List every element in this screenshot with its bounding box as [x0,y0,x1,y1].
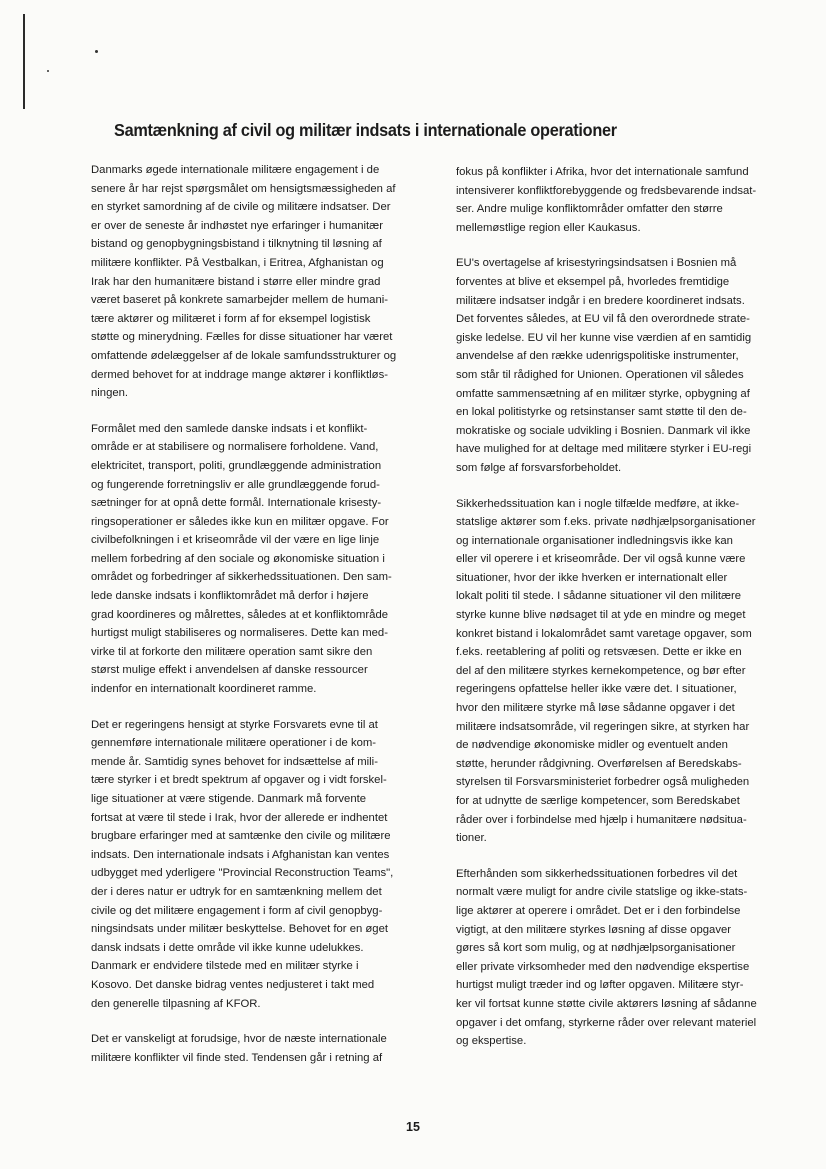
paragraph: Det er regeringens hensigt at styrke Forsvarets evne til at gennemføre internationale militære operationer i de kom- mende år. Samtidig synes behovet for indsættelse af mili- tære styrker i et bredt spektrum af opgaver og i vidt forskel- lige situationer at være stigende. Danmark må forvente fortsat at være til stede i Irak, hvor der allerede er indhentet brugbare erfaringer med at samtænke den civile og militære indsats. Den internationale indsats i Afghanistan kan ventes udbygget med yderligere "Provincial Reconstruction Teams", der i deres natur er udtryk for en samtænkning mellem det civile og det militære engagement i form af civil genopbyg- ningsindsats under militær beskyttelse. Behovet for en øget dansk indsats i dette område vil ikke kunne udelukkes. Danmark er endvidere tilstede med en militær styrke i Kosovo. Det danske bidrag ventes nedjusteret i takt med den generelle tilpasning af KFOR. [91,718,394,1010]
paragraph: EU's overtagelse af krisestyringsindsatsen i Bosnien må forventes at blive et eksempel på, hvorledes fremtidige militære indsatser indgår i en bredere koordineret indsats. Det forventes således, at EU vil få den overordnede strate- giske ledelse. EU vil her kunne vise værdien af en samtidig anvendelse af den række udenrigspolitiske instrumenter, som står til rådighed for Unionen. Operationen vil således omfatte sammensætning af en militær styrke, opbygning af en lokal politistyrke og retsinstanser samt støtte til den de- mokratiske og sociale udvikling i Bosnien. Danmark vil ikke have mulighed for at deltage med militære styrker i EU-regi som følge af forsvarsforbeholdet. [456,257,752,474]
paragraph: Efterhånden som sikkerhedssituationen forbedres vil det normalt være muligt for andre civile statslige og ikke-stats- lige aktører at operere i området. Det er i den forbindelse vigtigt, at den militære styrkes løsning af disse opgaver gøres så kort som mulig, og at nødhjælpsorganisationer eller private virksomheder med den nødvendige ekspertise hurtigst muligt træder ind og løfter opgaven. Militære styr- ker vil fortsat kunne støtte civile aktørers løsning af sådanne opgaver i det omfang, styrkerne råder over relevant materiel og ekspertise. [456,867,757,1048]
scan-margin-mark [23,14,25,109]
paragraph: Danmarks øgede internationale militære engagement i de senere år har rejst spørgsmålet om hensigtsmæssigheden af en styrket samordning af de civile og militære indsatser. Der er over de seneste år indhøstet nye erfaringer i humanitær bistand og genopbygningsbistand i tilknytning til løsning af militære konflikter. På Vestbalkan, i Eritrea, Afghanistan og Irak har den humanitære bistand i større eller mindre grad været baseret på konkrete samarbejder mellem de humani- tære aktører og militæret i form af for eksempel logistisk støtte og minerydning. Fælles for disse situationer har været omfattende ødelæggelser af de lokale samfundsstrukturer og dermed behovet for at inddrage mange aktører i konfliktløs- ningen. [91,164,397,400]
right-column [456,163,776,1068]
paragraph: Sikkerhedssituation kan i nogle tilfælde medføre, at ikke- statslige aktører som f.eks. private nødhjælpsorganisationer og internationale organisationer indledningsvis ikke kan eller vil operere i et kriseområde. Der vil også kunne være situationer, hvor der ikke hverken er internationalt eller lokalt politi til stede. I sådanne situationer vil den militære styrke kunne blive nødsaget til at yde en mindre og meget konkret bistand i lokalområdet samt varetage opgaver, som f.eks. reetablering af politi og retsvæsen. Dette er ikke en del af den militære styrkes kernekompetence, og bør efter regeringens opfattelse heller ikke være det. I situationer, hvor den militære styrke må løse sådanne opgaver i det militære indsatsområde, vil regeringen sikre, at styrken har de nødvendige økonomiske midler og eventuelt anden støtte, herunder rådgivning. Overførelsen af Beredskabs- styrelsen til Forsvarsministeriet forbedrer også muligheden for at udnytte de særlige kompetencer, som Beredskabet råder over i forbindelse med hjælp i humanitære nødsitua- tioner. [456,497,756,845]
article-title: Samtænkning af civil og militær indsats i internationale operationer [114,120,617,140]
paragraph: Formålet med den samlede danske indsats i et konflikt- område er at stabilisere og normalisere forholdene. Vand, elektricitet, transport, politi, grundlæggende administration og fungerende forretningsliv er alle grundlæggende forud- sætninger for at opnå dette formål. Internationale krisesty- ringsoperationer er således ikke kun en militær opgave. For civilbefolkningen i et kriseområde vil der være en lige linje mellem forbedring af den sociale og økonomiske situation i området og forbedringer af sikkerhedssituationen. Den sam- lede danske indsats i konfliktområdet må derfor i højere grad koordineres og målrettes, således at et konfliktområde hurtigst muligt stabiliseres og normaliseres. Dette kan med- virke til at forkorte den militære operation samt sikre den størst mulige effekt i anvendelsen af danske ressourcer indenfor en internationalt koordineret ramme. [91,422,392,696]
page-number: 15 [406,1120,420,1134]
scan-speck [47,70,49,72]
paragraph: Det er vanskeligt at forudsige, hvor de næste internationale militære konflikter vil finde sted. Tendensen går i retning af [91,1033,387,1064]
left-column [91,161,432,1084]
scan-speck [95,50,98,53]
paragraph: fokus på konflikter i Afrika, hvor det internationale samfund intensiverer konfliktforebyggende og fredsbevarende indsat- ser. Andre mulige konfliktområder omfatter den større mellemøstlige region eller Kaukasus. [456,166,757,234]
